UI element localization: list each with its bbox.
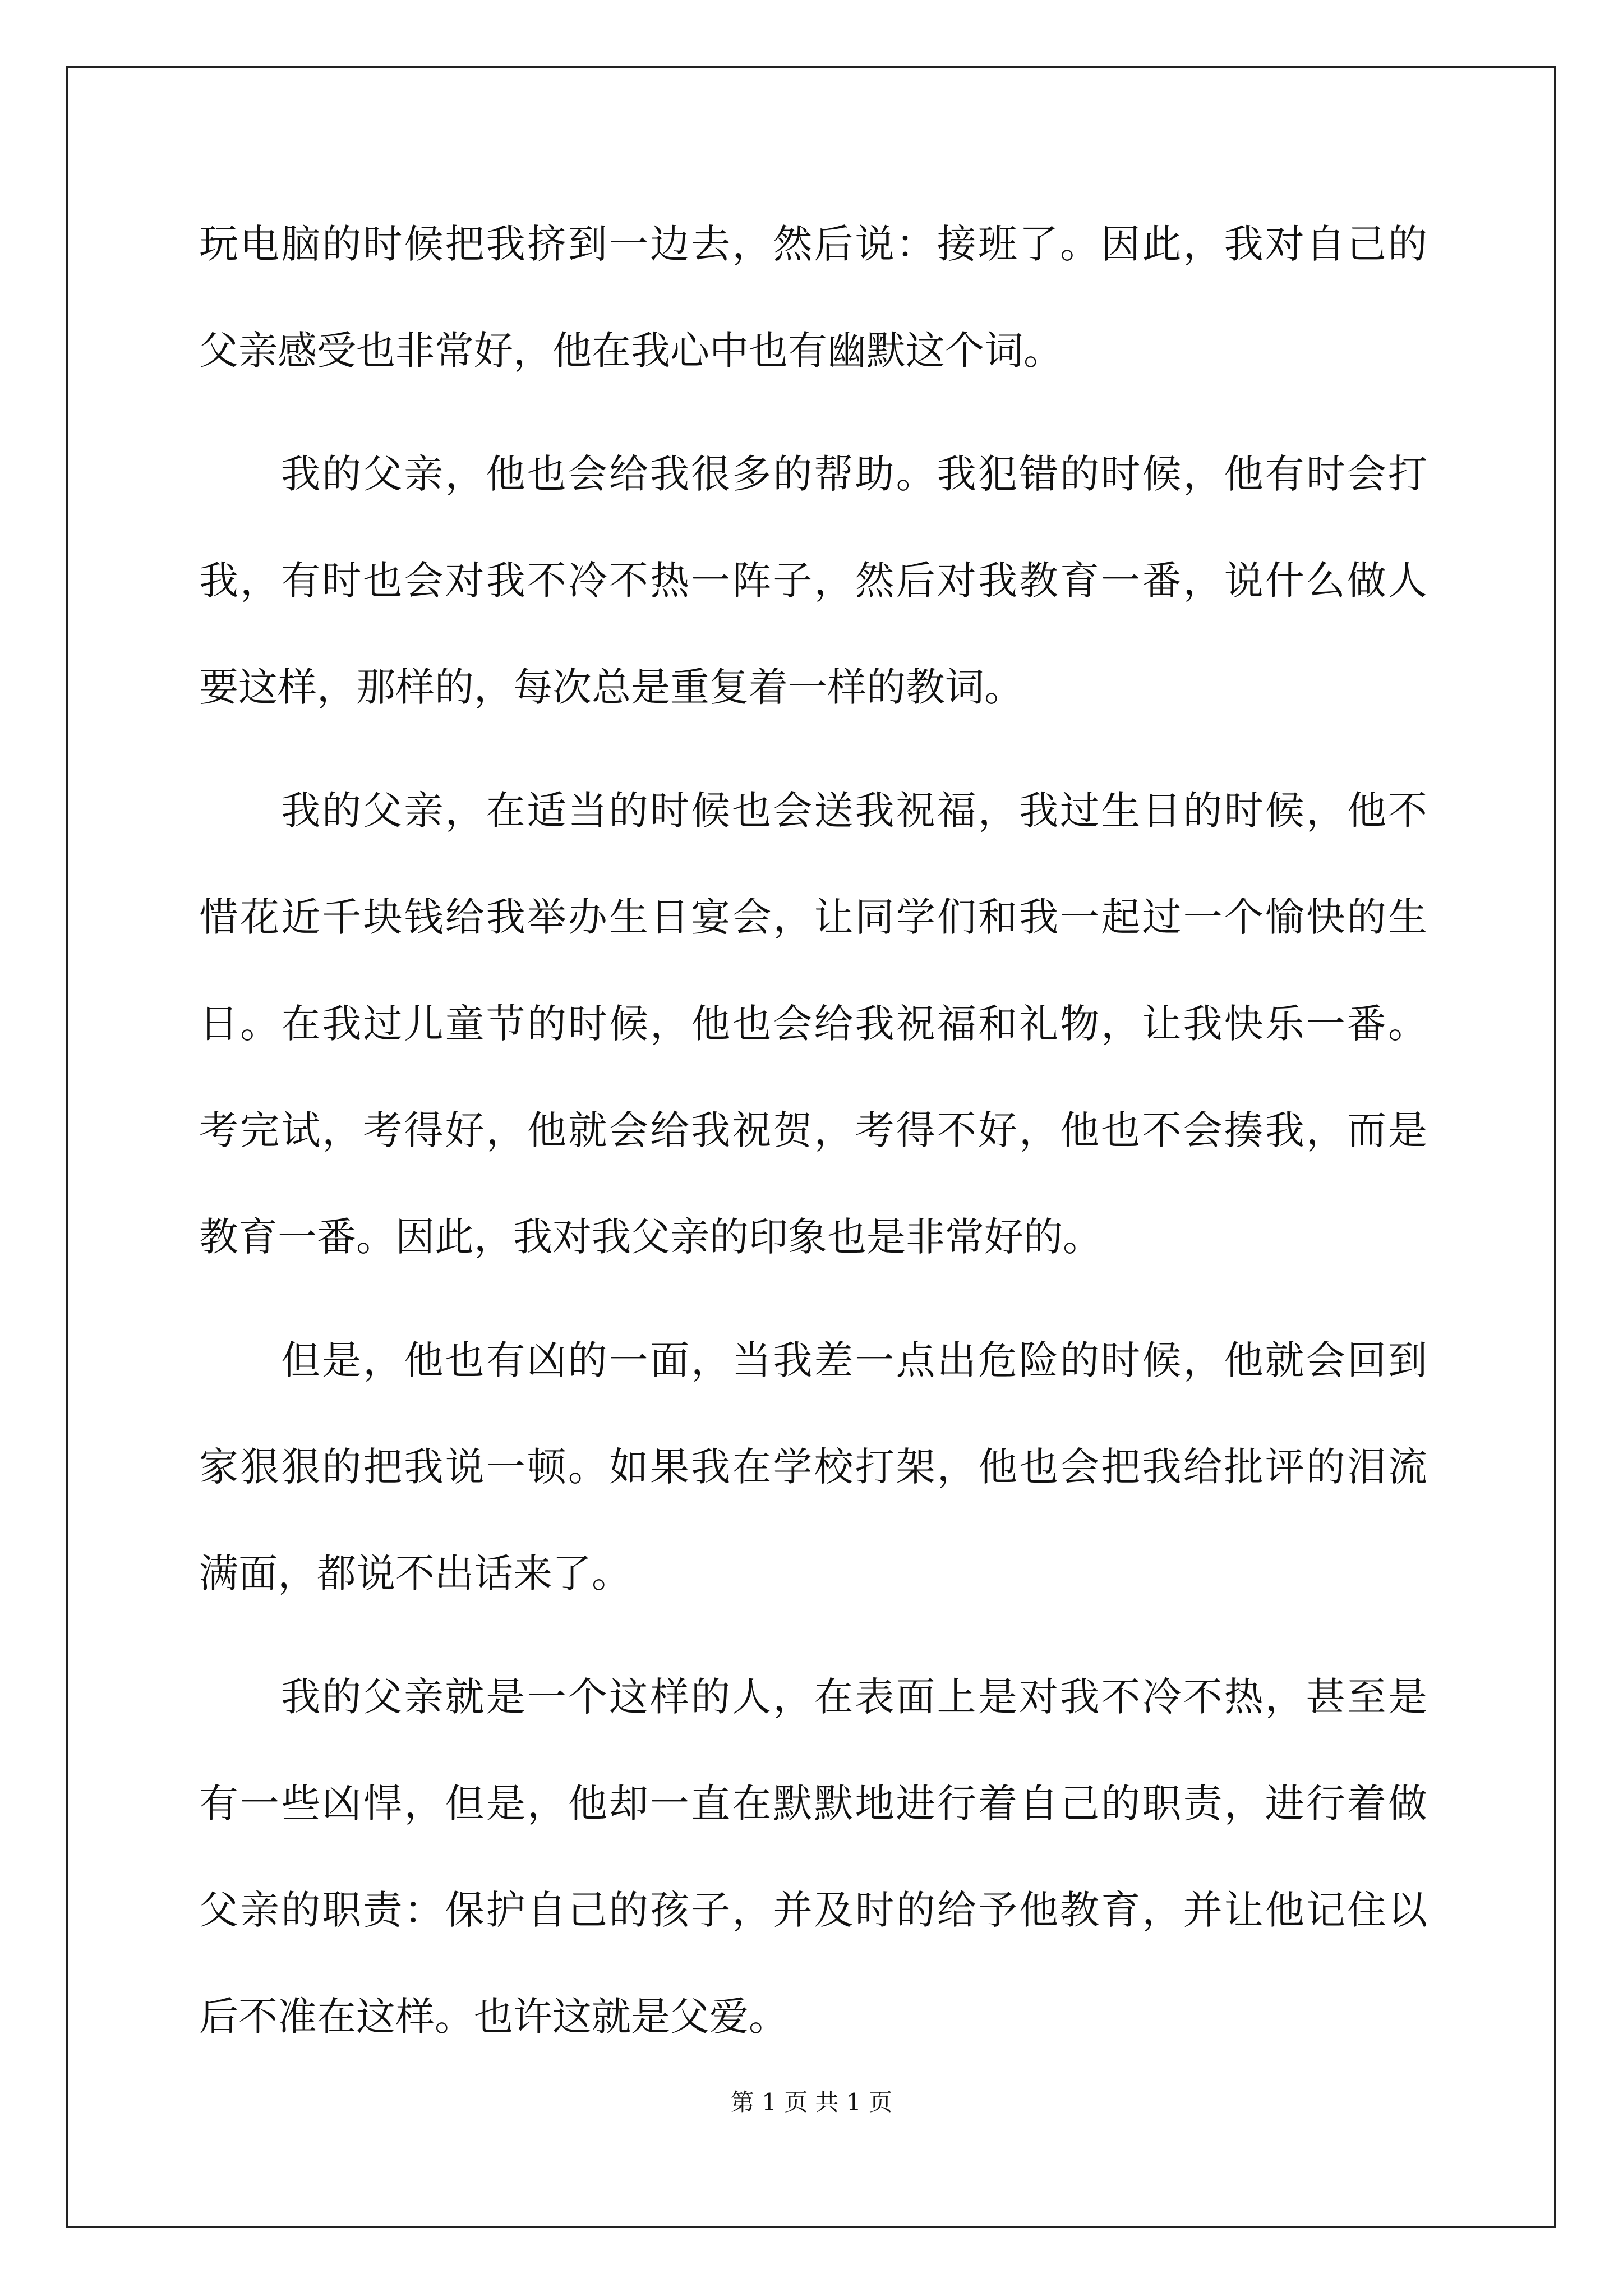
text-line: 日。在我过儿童节的时候，他也会给我祝福和礼物，让我快乐一番。: [199, 1001, 1427, 1047]
text-line: 惜花近千块钱给我举办生日宴会，让同学们和我一起过一个愉快的生: [199, 894, 1427, 940]
text-line: 后不准在这样。也许这就是父爱。: [199, 1994, 788, 2040]
paragraph-first-line: 我的父亲，在适当的时候也会送我祝福，我过生日的时候，他不: [281, 788, 1427, 834]
text-line: 父亲的职责：保护自己的孩子，并及时的给予他教育，并让他记住以: [199, 1887, 1427, 1933]
paragraph-first-line: 但是，他也有凶的一面，当我差一点出危险的时候，他就会回到: [281, 1337, 1427, 1383]
text-line: 要这样，那样的，每次总是重复着一样的教词。: [199, 664, 1023, 710]
text-line: 父亲感受也非常好，他在我心中也有幽默这个词。: [199, 328, 1063, 374]
text-line: 玩电脑的时候把我挤到一边去，然后说：接班了。因此，我对自己的: [199, 221, 1427, 267]
paragraph-first-line: 我的父亲就是一个这样的人，在表面上是对我不冷不热，甚至是: [281, 1674, 1427, 1720]
text-line: 家狠狠的把我说一顿。如果我在学校打架，他也会把我给批评的泪流: [199, 1444, 1427, 1490]
text-line: 我，有时也会对我不冷不热一阵子，然后对我教育一番，说什么做人: [199, 558, 1427, 604]
text-line: 教育一番。因此，我对我父亲的印象也是非常好的。: [199, 1214, 1102, 1260]
paragraph-first-line: 我的父亲，他也会给我很多的帮助。我犯错的时候，他有时会打: [281, 451, 1427, 497]
page-number-footer: 第 1 页 共 1 页: [730, 2088, 893, 2116]
text-line: 满面，都说不出话来了。: [199, 1550, 631, 1596]
text-line: 考完试，考得好，他就会给我祝贺，考得不好，他也不会揍我，而是: [199, 1107, 1427, 1153]
text-line: 有一些凶悍，但是，他却一直在默默地进行着自己的职责，进行着做: [199, 1780, 1427, 1826]
